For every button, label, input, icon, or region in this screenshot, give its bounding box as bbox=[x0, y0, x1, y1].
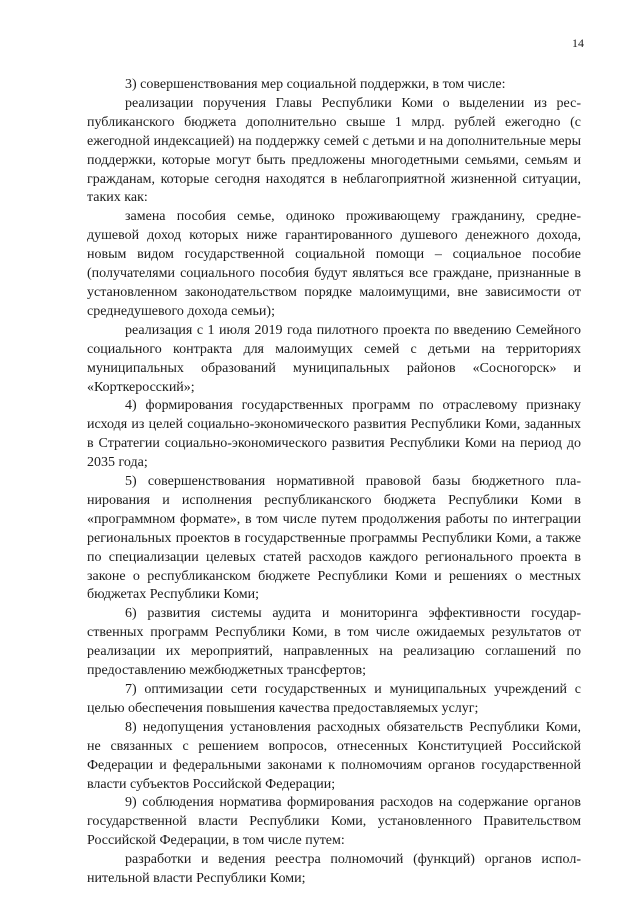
paragraph-9: 8) недопущения установления расходных обязательств Республики Коми, не связанных с решением вопросов, отнесенных Конституцией Российской Федерации и федеральными законами к полномочиям органов государственной власти субъектов Российской Федерации; bbox=[87, 719, 581, 792]
paragraph-1: 3) совершенствования мер социальной поддержки, в том числе: bbox=[125, 77, 506, 92]
paragraph-6: 5) совершенствования нормативной правовой базы бюджетного планирования и исполнения республиканского бюджета Республики Коми в «программном формате», в том числе путем продолжения работы по интеграции региональных проектов в государственные программы Республики Коми, а также по специализации целевых статей расходов каждого регионального проекта в законе о республиканском бюджете Республики Коми и решениях о местных бюджетах Республики Коми; bbox=[87, 474, 581, 603]
paragraph-8: 7) оптимизации сети государственных и муниципальных учреждений с целью обеспечения повышения качества предоставляемых услуг; bbox=[87, 682, 581, 716]
page-number: 14 bbox=[572, 36, 584, 50]
paragraph-3: замена пособия семье, одиноко проживающему гражданину, среднедушевой доход которых ниже гарантированного душевого денежного дохода, новым видом государственной социальной помощи – социальное пособие (получателями социального пособия будут являться все граждане, признанные в установленном законодательством порядке малоимущими, вне зависимости от среднедушевого дохода семьи); bbox=[87, 209, 581, 319]
paragraph-4: реализация с 1 июля 2019 года пилотного проекта по введению Семейного социального контракта для малоимущих семей с детьми на территориях муниципальных образований муниципальных районов «Сосногорск» и «Корткеросский»; bbox=[87, 322, 581, 395]
document-body bbox=[87, 76, 581, 889]
paragraph-5: 4) формирования государственных программ по отраслевому признаку исходя из целей социально-экономического развития Республики Коми, заданных в Стратегии социально-экономического развития Республики Коми на период до 2035 года; bbox=[87, 398, 581, 471]
paragraph-10: 9) соблюдения норматива формирования расходов на содержание органов государственной власти Республики Коми, установленного Правительством Российской Федерации, в том числе путем: bbox=[87, 795, 581, 849]
paragraph-2: реализации поручения Главы Республики Коми о выделении из республиканского бюджета дополнительно свыше 1 млрд. рублей ежегодно (с ежегодной индексацией) на поддержку семей с детьми и на дополнительные меры поддержки, которые могут быть предложены многодетными семьями, семьям и гражданам, которые сегодня находятся в неблагоприятной жизненной ситуации, таких как: bbox=[87, 95, 581, 206]
paragraph-7: 6) развития системы аудита и мониторинга эффективности государственных программ Республики Коми, в том числе ожидаемых результатов от реализации их мероприятий, направленных на реализацию соглашений по предоставлению межбюджетных трансфертов; bbox=[87, 606, 581, 679]
paragraph-11: разработки и ведения реестра полномочий (функций) органов исполнительной власти Республики Коми; bbox=[87, 852, 581, 887]
